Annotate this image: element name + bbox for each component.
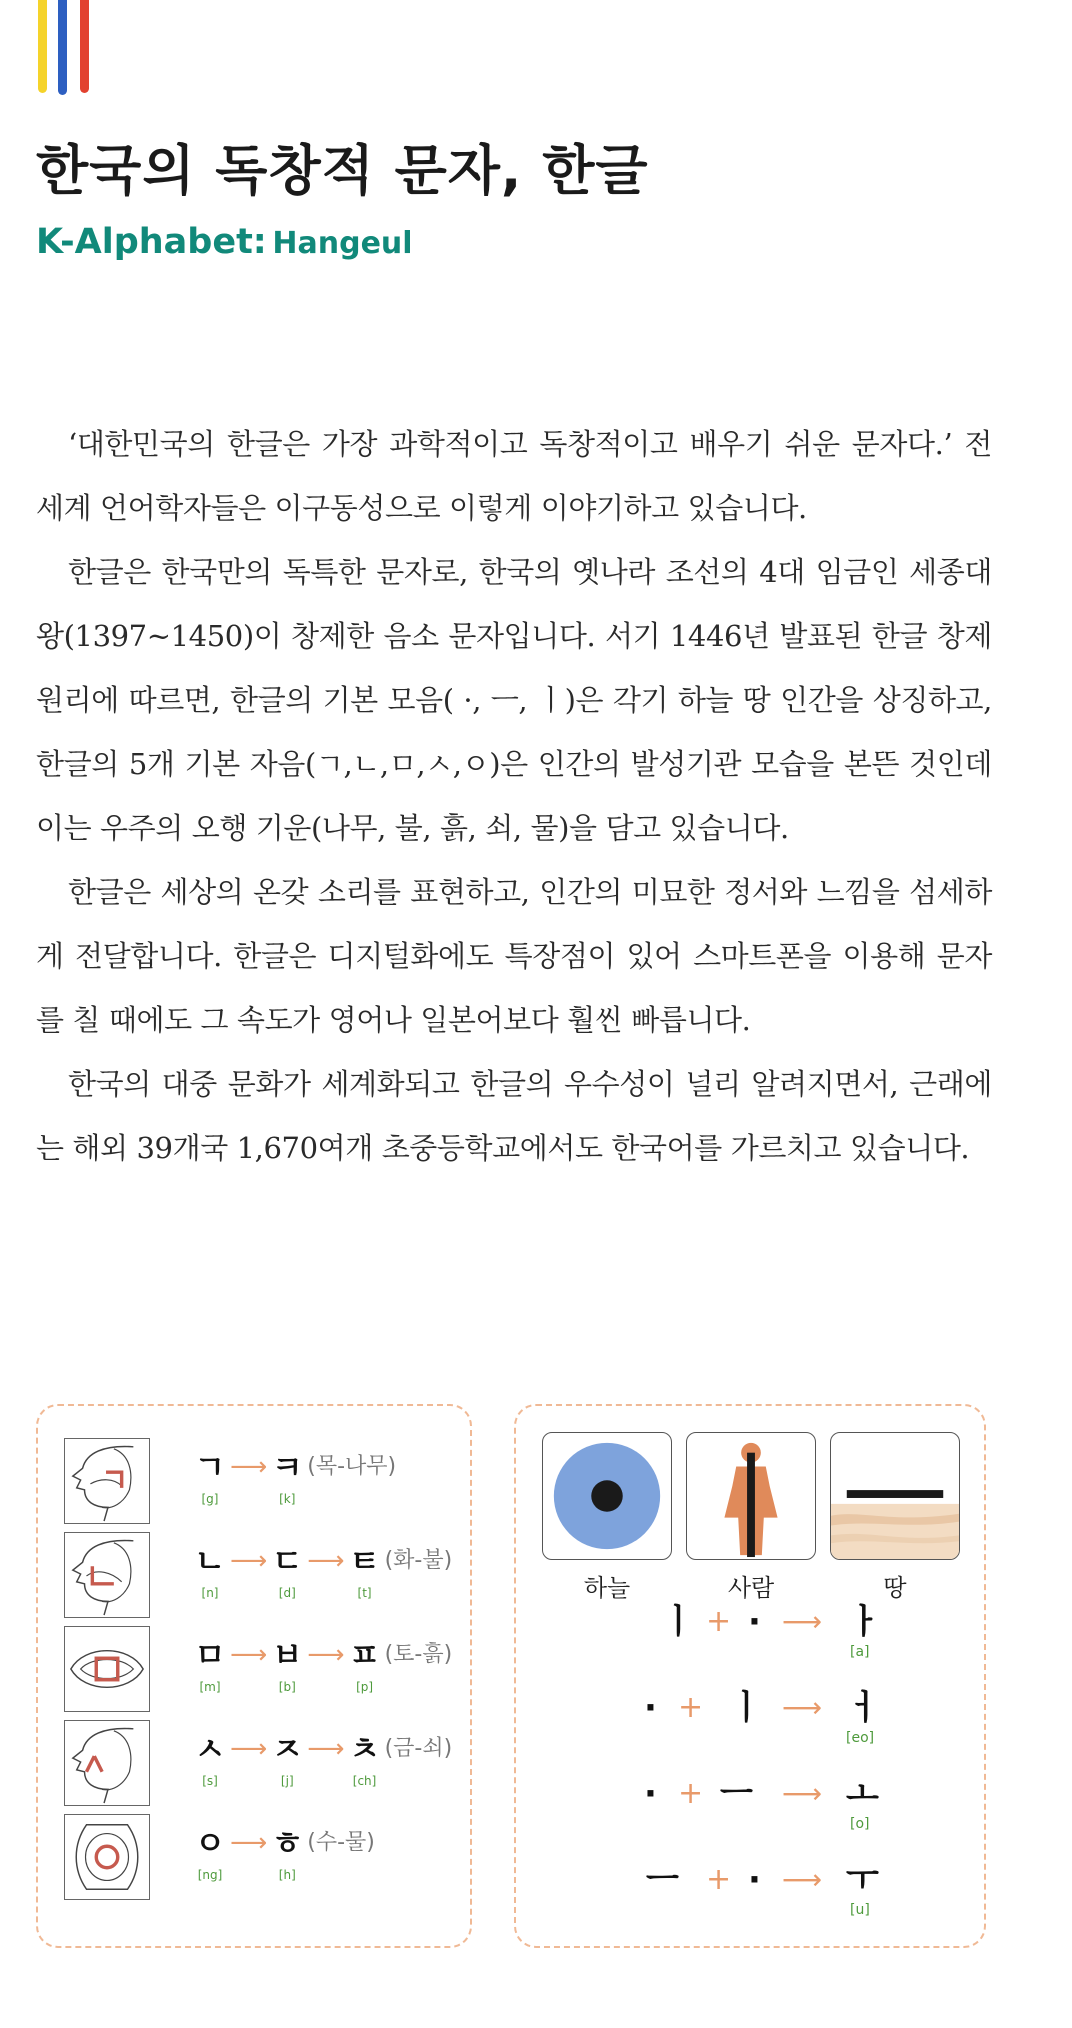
consonant-roman: [j] (280, 1774, 294, 1788)
consonant-jamo: ㅋ (271, 1448, 303, 1486)
paragraph: 한글은 한국만의 독특한 문자로, 한국의 옛나라 조선의 4대 임금인 세종대왕(1397~1450)이 창제한 음소 문자입니다. 서기 1446년 발표된 한글 창제 원리에 따르면, 한글의 기본 모음( ·, ㅡ, ㅣ)은 각기 하늘 땅 인간을 상징하고, 한글의 5개 기본 자음(ㄱ,ㄴ,ㅁ,ㅅ,ㅇ)은 인간의 발성기관 모습을 본뜬 것인데 이는 우주의 오행 기운(나무, 불, 흙, 쇠, 물)을 담고 있습니다. (36, 555, 992, 845)
arrow-right-icon: ⟶ (230, 1828, 268, 1858)
consonant-jamo: ㅁ (194, 1636, 226, 1674)
formula-roman: [eo] (846, 1730, 875, 1746)
formula-part: ㅡ (720, 1774, 753, 1814)
consonant-jamo: ㅌ (349, 1542, 381, 1580)
element-label: (화-불) (384, 1548, 453, 1573)
mouth-lips-icon (64, 1626, 150, 1712)
consonant-jamo: ㅂ (271, 1636, 303, 1674)
consonant-row (38, 1438, 470, 1526)
formula-result: ㅏ (848, 1602, 881, 1642)
consonant-row (38, 1532, 470, 1620)
vowel-formula (516, 1688, 984, 1758)
formula-result: ㅜ (846, 1860, 879, 1900)
mouth-throat-icon (64, 1814, 150, 1900)
consonant-jamo: ㅈ (271, 1730, 303, 1768)
consonant-roman: [k] (279, 1492, 296, 1506)
formula-result: ㅓ (848, 1688, 881, 1728)
consonant-roman: [d] (278, 1586, 296, 1600)
consonant-row (38, 1720, 470, 1808)
plus-icon: + (706, 1862, 732, 1897)
arrow-right-icon: ⟶ (782, 1691, 823, 1724)
consonant-row (38, 1626, 470, 1714)
formula-result: ㅗ (846, 1774, 879, 1814)
paragraph: 한글은 세상의 온갖 소리를 표현하고, 인간의 미묘한 정서와 느낌을 섬세하게 전달합니다. 한글은 디지털화에도 특장점이 있어 스마트폰을 이용해 문자를 칠 때에도 그 속도가 영어나 일본어보다 훨씬 빠릅니다. (36, 875, 992, 1037)
subtitle-en: K-Alphabet: (36, 222, 267, 262)
consonant-jamo: ㅍ (349, 1636, 381, 1674)
person-icon (686, 1432, 816, 1560)
consonant-roman: [g] (201, 1492, 219, 1506)
formula-part: ㅣ (662, 1602, 695, 1642)
sky-circle-icon (542, 1432, 672, 1560)
consonant-roman: [p] (356, 1680, 374, 1694)
arrow-right-icon: ⟶ (782, 1863, 823, 1896)
consonant-roman: [t] (357, 1586, 372, 1600)
formula-part: · (644, 1688, 657, 1728)
tricolor-stripes-icon (34, 0, 104, 100)
plus-icon: + (678, 1776, 704, 1811)
element-label: (목-나무) (307, 1454, 397, 1479)
formula-part: · (644, 1774, 657, 1814)
element-label: (토-흙) (384, 1642, 453, 1667)
plus-icon: + (706, 1604, 732, 1639)
consonant-roman: [ch] (352, 1774, 377, 1788)
symbol-label-person: 사람 (727, 1574, 775, 1602)
plus-icon: + (678, 1690, 704, 1725)
consonant-roman: [s] (202, 1774, 218, 1788)
vowel-formula (516, 1860, 984, 1930)
formula-part: · (748, 1602, 761, 1642)
page-subtitle (36, 222, 413, 262)
paragraph: ‘대한민국의 한글은 가장 과학적이고 독창적이고 배우기 쉬운 문자다.’ 전세계 언어학자들은 이구동성으로 이렇게 이야기하고 있습니다. (36, 427, 992, 525)
formula-roman: [u] (850, 1902, 870, 1918)
consonant-jamo: ㅎ (271, 1824, 303, 1862)
body-text (36, 412, 992, 1180)
vowel-formula (516, 1774, 984, 1844)
consonant-jamo: ㄱ (194, 1448, 226, 1486)
arrow-right-icon: ⟶ (230, 1452, 268, 1482)
consonant-row (38, 1814, 470, 1902)
consonant-roman: [h] (278, 1868, 296, 1882)
arrow-right-icon: ⟶ (782, 1605, 823, 1638)
arrow-right-icon: ⟶ (230, 1546, 268, 1576)
consonant-roman: [n] (201, 1586, 219, 1600)
consonant-jamo: ㅊ (349, 1730, 381, 1768)
page-title: 한국의 독창적 문자, 한글 (36, 139, 649, 202)
arrow-right-icon: ⟶ (307, 1734, 345, 1764)
consonant-panel (36, 1404, 472, 1948)
mouth-tongue-back-icon (64, 1438, 150, 1524)
arrow-right-icon: ⟶ (307, 1546, 345, 1576)
arrow-right-icon: ⟶ (230, 1640, 268, 1670)
earth-ground-icon (830, 1432, 960, 1560)
formula-part: · (748, 1860, 761, 1900)
arrow-right-icon: ⟶ (230, 1734, 268, 1764)
arrow-right-icon: ⟶ (307, 1640, 345, 1670)
consonant-jamo: ㄷ (271, 1542, 303, 1580)
formula-part: ㅣ (730, 1688, 763, 1728)
symbol-label-sky: 하늘 (583, 1574, 631, 1602)
formula-roman: [o] (850, 1816, 870, 1832)
consonant-roman: [m] (199, 1680, 221, 1694)
mouth-teeth-icon (64, 1720, 150, 1806)
formula-part: ㅡ (646, 1860, 679, 1900)
mouth-tongue-tip-icon (64, 1532, 150, 1618)
formula-roman: [a] (850, 1644, 870, 1660)
consonant-jamo: ㅇ (194, 1824, 226, 1862)
element-label: (수-물) (307, 1830, 375, 1855)
consonant-jamo: ㄴ (194, 1542, 226, 1580)
consonant-jamo: ㅅ (194, 1730, 226, 1768)
symbol-label-earth: 땅 (883, 1574, 907, 1602)
vowel-panel (514, 1404, 986, 1948)
arrow-right-icon: ⟶ (782, 1777, 823, 1810)
consonant-roman: [b] (278, 1680, 296, 1694)
subtitle-name: Hangeul (272, 226, 413, 261)
vowel-formula (516, 1602, 984, 1672)
paragraph: 한국의 대중 문화가 세계화되고 한글의 우수성이 널리 알려지면서, 근래에는 해외 39개국 1,670여개 초중등학교에서도 한국어를 가르치고 있습니다. (36, 1067, 992, 1165)
consonant-roman: [ng] (197, 1868, 223, 1882)
element-label: (금-쇠) (384, 1736, 453, 1761)
